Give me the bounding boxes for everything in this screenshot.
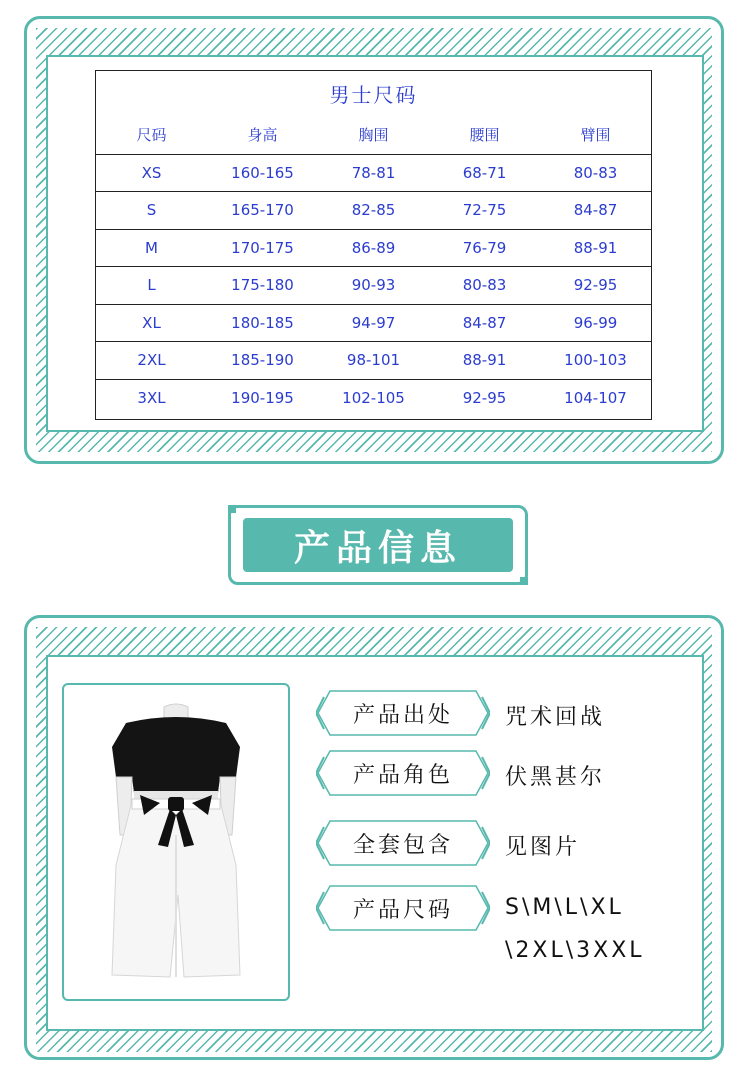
info-label-text: 全套包含 — [352, 832, 453, 858]
size-table-body — [96, 154, 651, 417]
table-row — [96, 379, 651, 417]
header-cell: 臂围 — [580, 126, 611, 145]
table-cell: 78-81 — [351, 163, 396, 182]
table-cell: XL — [142, 313, 161, 332]
table-cell: 175-180 — [231, 276, 294, 295]
header-cell: 胸围 — [358, 126, 389, 145]
section-heading: 产品信息 — [243, 518, 513, 572]
table-cell: 180-185 — [231, 313, 294, 332]
table-row — [96, 341, 651, 379]
info-value-size-cont: \2XL\3XXL — [505, 938, 645, 963]
table-cell: 100-103 — [564, 351, 627, 370]
info-label-origin — [316, 687, 490, 739]
info-label-text: 产品出处 — [352, 702, 453, 728]
product-photo-frame — [62, 683, 290, 1001]
table-row — [96, 154, 651, 192]
table-cell: 3XL — [137, 388, 166, 407]
table-cell: 90-93 — [351, 276, 396, 295]
table-cell: 88-91 — [462, 351, 507, 370]
table-cell: 92-95 — [573, 276, 618, 295]
heading-corner — [520, 577, 528, 585]
table-cell: S — [146, 201, 157, 220]
table-cell: XS — [141, 163, 162, 182]
table-cell: 82-85 — [351, 201, 396, 220]
table-cell: L — [147, 276, 156, 295]
table-cell: 86-89 — [351, 238, 396, 257]
info-label-contents — [316, 817, 490, 869]
table-row — [96, 266, 651, 304]
table-cell: 80-83 — [462, 276, 507, 295]
table-cell: 94-97 — [351, 313, 396, 332]
table-cell: 160-165 — [231, 163, 294, 182]
costume-photo — [64, 685, 287, 998]
info-label-size — [316, 882, 490, 934]
table-cell: 96-99 — [573, 313, 618, 332]
table-cell: 165-170 — [231, 201, 294, 220]
section-heading-frame — [228, 505, 528, 585]
info-value-size: S\M\L\XL — [505, 895, 624, 920]
size-table — [95, 70, 652, 420]
table-cell: 88-91 — [573, 238, 618, 257]
info-value-origin: 咒术回战 — [505, 705, 606, 730]
table-cell: 80-83 — [573, 163, 618, 182]
table-row — [96, 191, 651, 229]
table-cell: 68-71 — [462, 163, 507, 182]
header-cell: 尺码 — [136, 126, 167, 145]
info-value-character: 伏黑甚尔 — [505, 765, 606, 790]
table-row — [96, 229, 651, 267]
size-table-header — [96, 116, 651, 154]
header-cell: 腰围 — [469, 126, 500, 145]
table-cell: 76-79 — [462, 238, 507, 257]
table-cell: 102-105 — [342, 388, 405, 407]
table-cell: 2XL — [137, 351, 166, 370]
size-table-title: 男士尺码 — [329, 83, 418, 107]
table-cell: M — [145, 238, 158, 257]
info-label-text: 产品角色 — [352, 762, 453, 788]
table-cell: 84-87 — [573, 201, 618, 220]
table-row — [96, 304, 651, 342]
info-label-character — [316, 747, 490, 799]
header-cell: 身高 — [247, 126, 278, 145]
info-label-text: 产品尺码 — [352, 897, 453, 923]
table-cell: 104-107 — [564, 388, 627, 407]
table-cell: 170-175 — [231, 238, 294, 257]
table-cell: 185-190 — [231, 351, 294, 370]
table-cell: 98-101 — [346, 351, 401, 370]
heading-corner — [228, 505, 236, 513]
table-cell: 190-195 — [231, 388, 294, 407]
table-cell: 84-87 — [462, 313, 507, 332]
table-cell: 72-75 — [462, 201, 507, 220]
info-value-contents: 见图片 — [505, 835, 581, 860]
table-cell: 92-95 — [462, 388, 507, 407]
